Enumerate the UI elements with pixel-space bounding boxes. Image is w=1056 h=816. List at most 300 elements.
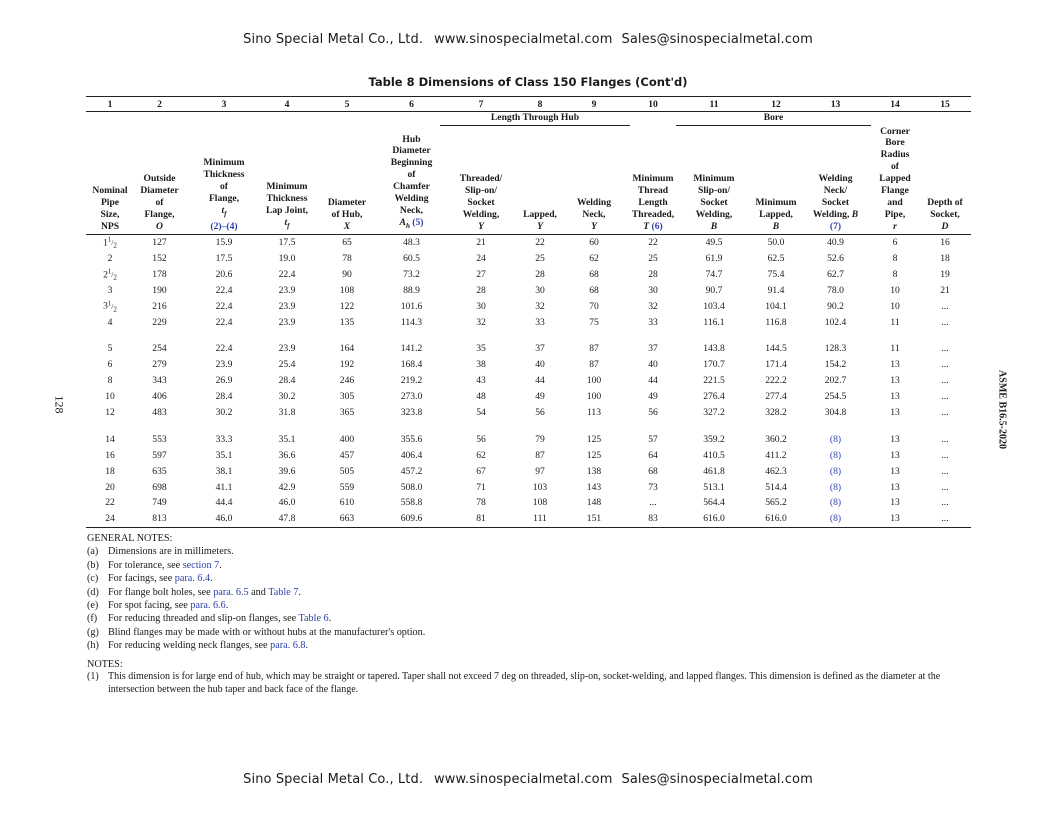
cell-col-12: 514.4 — [765, 481, 787, 493]
note-reference-link[interactable]: Table 6 — [298, 613, 329, 625]
column-header-row — [86, 126, 971, 235]
header-text: Lapped, — [523, 208, 557, 220]
note-tag: (h) — [87, 640, 99, 652]
general-notes-list — [87, 545, 977, 652]
column-number-11: 11 — [676, 97, 752, 112]
cell-col-12: 222.2 — [765, 375, 787, 387]
header-text: Depth of — [927, 196, 963, 208]
table-row — [86, 234, 971, 250]
column-header-10 — [630, 126, 676, 235]
note-text: For tolerance, see section 7. — [108, 559, 222, 571]
notes-heading: NOTES: — [87, 658, 123, 670]
cell-col-2: 229 — [152, 316, 167, 328]
cell-col-11: 410.5 — [703, 449, 725, 461]
cell-col-13: 40.9 — [827, 237, 844, 249]
cell-col-6: 508.0 — [400, 481, 423, 493]
header-text: $t_f$ — [284, 216, 290, 230]
nps-cell — [86, 314, 134, 330]
nps-cell — [86, 431, 134, 447]
cell-col-6: 101.6 — [400, 300, 423, 312]
cell-col-4: 17.5 — [278, 237, 296, 249]
cell-col-10: ... — [649, 497, 657, 509]
cell-col-9: 87 — [589, 343, 599, 355]
table-row — [86, 314, 971, 330]
column-header-9 — [558, 126, 630, 235]
cell-col-14: 8 — [892, 268, 898, 280]
cell-col-10: 32 — [648, 300, 658, 312]
notes-list — [87, 671, 977, 697]
nps-fraction: $^1/_2$ — [107, 267, 117, 282]
column-header-7 — [440, 126, 522, 235]
cell-col-11: 90.7 — [705, 284, 723, 296]
header-text: of — [155, 196, 164, 208]
cell-col-4: 42.9 — [278, 481, 296, 493]
cell-col-15: ... — [941, 391, 949, 403]
cell-col-9: 143 — [586, 481, 602, 493]
cell-col-14: 13 — [890, 391, 900, 403]
note-tag: (e) — [87, 600, 99, 612]
cell-col-2: 254 — [152, 343, 167, 355]
header-text: Pipe — [100, 196, 120, 208]
nps-cell — [86, 405, 134, 421]
cell-col-8: 111 — [522, 511, 558, 527]
standard-tag: ASME B16.5-2020 — [996, 370, 1008, 449]
cell-col-2: 597 — [152, 449, 167, 461]
cell-col-10: 22 — [648, 237, 658, 249]
cell-col-2: 216 — [152, 300, 167, 312]
cell-col-12: 50.0 — [767, 237, 785, 249]
header-text: Slip-on/ — [465, 185, 497, 197]
cell-col-11: 143.8 — [703, 343, 725, 355]
cell-col-6: 141.2 — [400, 343, 423, 355]
general-note-item — [87, 626, 977, 639]
cell-col-7: 54 — [476, 407, 486, 418]
nps-cell — [86, 357, 134, 373]
header-text: (2)–(4) — [210, 220, 238, 232]
header-text: Diameter — [140, 185, 179, 197]
cell-col-5: 559 — [339, 481, 355, 493]
header-text: Minimum — [693, 173, 735, 185]
cell-col-15: ... — [941, 300, 949, 312]
column-number-9: 9 — [558, 97, 630, 112]
cell-col-3: 23.9 — [215, 359, 233, 371]
note-tag: (d) — [87, 586, 99, 598]
cell-col-2: 698 — [152, 481, 167, 493]
cell-col-8: 37 — [535, 343, 545, 355]
header-text: Length — [638, 196, 668, 208]
cell-col-11: 103.4 — [703, 300, 725, 312]
column-header-12 — [752, 126, 800, 235]
header-text: Neck/ — [823, 185, 848, 197]
column-number-1: 1 — [86, 97, 134, 112]
cell-col-9: 125 — [586, 449, 602, 461]
header-text: Thickness — [203, 169, 245, 181]
cell-col-8: 87 — [535, 449, 545, 461]
cell-col-4: 25.4 — [278, 359, 296, 371]
cell-col-6: 48.3 — [403, 237, 420, 249]
cell-col-7: 21 — [476, 237, 486, 249]
cell-col-4: 22.4 — [278, 268, 296, 280]
cell-col-11: 170.7 — [703, 359, 725, 371]
cell-col-6: 609.6 — [383, 511, 440, 527]
column-number-row — [86, 97, 971, 112]
column-number-5: 5 — [311, 97, 383, 112]
table-row — [86, 447, 971, 463]
cell-col-9: 100 — [586, 375, 602, 387]
cell-col-6: 168.4 — [400, 359, 423, 371]
note-text: For reducing threaded and slip-on flanges, see Table 6. — [108, 613, 332, 625]
note-reference-link[interactable]: para. 6.5 — [213, 586, 249, 598]
cell-col-11: 49.5 — [705, 237, 723, 249]
cell-col-9: 68 — [589, 284, 599, 296]
cell-col-10: 30 — [648, 284, 658, 296]
header-text: Flange — [881, 185, 909, 197]
cell-col-5: 90 — [342, 268, 352, 280]
cell-col-13: 78.0 — [827, 284, 844, 296]
note-reference-link[interactable]: section 7 — [182, 559, 220, 571]
cell-col-12: 144.5 — [765, 343, 787, 355]
cell-col-7: 28 — [476, 284, 486, 296]
cell-col-5: 78 — [342, 252, 352, 264]
flange-dimensions-table — [86, 96, 971, 528]
header-text: Neck, — [399, 204, 424, 216]
nps-cell — [86, 373, 134, 389]
row-spacer — [86, 330, 971, 341]
cell-col-8: 97 — [535, 465, 545, 477]
footer-company-email[interactable]: Sales@sinospecialmetal.com — [621, 772, 813, 787]
header-text: B — [710, 220, 718, 232]
cell-col-4: 23.9 — [278, 300, 296, 312]
note-reference-link[interactable]: para. 6.8 — [270, 640, 306, 652]
cell-col-13: 304.8 — [824, 407, 847, 418]
company-website[interactable]: www.sinospecialmetal.com — [434, 32, 613, 47]
cell-col-9: 87 — [589, 359, 599, 371]
cell-col-9: 148 — [586, 497, 602, 509]
cell-col-6: 114.3 — [400, 316, 423, 328]
nps-whole: 16 — [105, 449, 115, 461]
general-note-item — [87, 545, 977, 558]
cell-col-8: 25 — [535, 252, 545, 264]
cell-col-7: 38 — [476, 359, 486, 371]
cell-col-13: (8) — [829, 449, 842, 461]
cell-col-9: 113 — [586, 407, 602, 418]
cell-col-6: 73.2 — [403, 268, 420, 280]
group-length-through-hub: Length Through Hub — [440, 112, 630, 126]
cell-col-3: 22.4 — [215, 284, 233, 296]
cell-col-5: 65 — [342, 237, 352, 249]
cell-col-2: 553 — [152, 433, 167, 445]
cell-col-13: (8) — [829, 497, 842, 509]
table-title: Table 8 Dimensions of Class 150 Flanges (Cont'd) — [368, 75, 688, 89]
cell-col-8: 40 — [535, 359, 545, 371]
cell-col-8: 44 — [535, 375, 545, 387]
group-bore: Bore — [676, 112, 871, 126]
cell-col-6: 457.2 — [400, 465, 423, 477]
cell-col-13: 90.2 — [827, 300, 844, 312]
cell-col-3: 46.0 — [185, 511, 263, 527]
row-spacer — [86, 420, 971, 431]
cell-col-13: 62.7 — [827, 268, 844, 280]
header-text: Radius — [880, 149, 910, 161]
table-row — [86, 463, 971, 479]
cell-col-15: ... — [941, 481, 949, 493]
header-text: Socket — [467, 196, 495, 208]
note-reference-link[interactable]: Table 7 — [268, 586, 299, 598]
cell-col-14: 6 — [892, 237, 898, 249]
header-text: X — [343, 220, 351, 232]
cell-col-9: 75 — [589, 316, 599, 328]
cell-col-14: 13 — [890, 433, 900, 445]
cell-col-14: 13 — [890, 375, 900, 387]
table-row — [86, 266, 971, 282]
table-row — [86, 495, 971, 511]
cell-col-12: 328.2 — [765, 407, 787, 418]
nps-cell — [86, 282, 134, 298]
cell-col-6: 355.6 — [400, 433, 423, 445]
note-tag: (c) — [87, 573, 99, 585]
note-reference-link[interactable]: para. 6.6 — [190, 600, 226, 612]
nps-whole: 3 — [107, 284, 113, 296]
cell-col-6: 273.0 — [400, 391, 423, 403]
header-text: Lap Joint, — [265, 204, 309, 216]
header-text: D — [941, 220, 949, 232]
column-number-7: 7 — [440, 97, 522, 112]
cell-col-14: 11 — [890, 316, 900, 328]
header-text: Minimum — [203, 157, 245, 169]
cell-col-5: 365 — [339, 407, 355, 418]
note-item — [87, 671, 977, 697]
cell-col-3: 38.1 — [215, 465, 233, 477]
group-header-row — [86, 112, 971, 126]
cell-col-6: 406.4 — [400, 449, 423, 461]
nps-fraction: $^1/_2$ — [107, 299, 117, 314]
cell-col-8: 30 — [535, 284, 545, 296]
table-row — [86, 479, 971, 495]
header-text: Y — [537, 220, 543, 232]
cell-col-11: 74.7 — [705, 268, 723, 280]
nps-cell — [86, 251, 134, 267]
cell-col-4: 23.9 — [278, 284, 296, 296]
cell-col-11: 513.1 — [703, 481, 725, 493]
cell-col-4: 28.4 — [278, 375, 296, 387]
cell-col-3: 33.3 — [215, 433, 233, 445]
column-header-1 — [86, 126, 134, 235]
nps-cell — [86, 298, 134, 314]
cell-col-5: 505 — [339, 465, 355, 477]
cell-col-3: 22.4 — [215, 316, 233, 328]
cell-col-14: 13 — [890, 465, 900, 477]
cell-col-12: 75.4 — [767, 268, 785, 280]
cell-col-13: 254.5 — [824, 391, 847, 403]
cell-col-14: 13 — [890, 449, 900, 461]
header-text: Welding, — [695, 208, 733, 220]
cell-col-7: 81 — [440, 511, 522, 527]
cell-col-4: 47.8 — [263, 511, 311, 527]
nps-cell — [86, 479, 134, 495]
column-header-3 — [185, 126, 263, 235]
table-row — [86, 405, 971, 421]
header-text: Slip-on/ — [698, 185, 730, 197]
cell-col-2: 813 — [134, 511, 185, 527]
cell-col-8: 49 — [535, 391, 545, 403]
note-reference-link[interactable]: para. 6.4 — [174, 573, 211, 585]
cell-col-10: 25 — [648, 252, 658, 264]
header-text: Minimum — [266, 181, 308, 193]
note-text: For facings, see para. 6.4. — [108, 573, 213, 585]
column-header-2 — [134, 126, 185, 235]
cell-col-7: 43 — [476, 375, 486, 387]
header-text: B — [851, 208, 859, 220]
header-text: O — [156, 220, 163, 232]
column-number-15: 15 — [919, 97, 971, 112]
table-row — [86, 431, 971, 447]
cell-col-10: 83 — [630, 511, 676, 527]
header-text: Flange, — [144, 208, 175, 220]
header-text: Y — [478, 220, 484, 232]
header-text: Thickness — [266, 193, 308, 205]
cell-col-2: 178 — [152, 268, 167, 280]
cell-col-13: (8) — [829, 481, 842, 493]
cell-col-13: 52.6 — [827, 252, 844, 264]
column-number-14: 14 — [871, 97, 919, 112]
cell-col-4: 31.8 — [278, 407, 296, 418]
cell-col-5: 305 — [339, 391, 355, 403]
company-name: Sino Special Metal Co., Ltd. — [243, 32, 424, 47]
column-number-2: 2 — [134, 97, 185, 112]
header-text: Thread — [637, 185, 669, 197]
header-text: Socket — [700, 196, 728, 208]
cell-col-3: 28.4 — [215, 391, 233, 403]
cell-col-3: 22.4 — [215, 300, 233, 312]
cell-col-15: ... — [941, 497, 949, 509]
cell-col-9: 60 — [589, 237, 599, 249]
cell-col-2: 279 — [152, 359, 167, 371]
header-text: Nominal — [92, 185, 128, 197]
nps-whole: 24 — [105, 513, 115, 525]
cell-col-10: 68 — [648, 465, 658, 477]
table-row — [86, 389, 971, 405]
cell-col-9: 125 — [586, 433, 602, 445]
header-text: Threaded/ — [459, 173, 503, 185]
header-text: Hub — [402, 133, 421, 145]
cell-col-13: 202.7 — [824, 375, 847, 387]
cell-col-14: 13 — [890, 497, 900, 509]
cell-col-11: 116.1 — [703, 316, 725, 328]
cell-col-11: 616.0 — [676, 511, 752, 527]
cell-col-7: 56 — [476, 433, 486, 445]
cell-col-8: 103 — [532, 481, 548, 493]
cell-col-13: 102.4 — [824, 316, 847, 328]
nps-whole: 2 — [107, 252, 113, 264]
footer-company-website[interactable]: www.sinospecialmetal.com — [434, 772, 613, 787]
company-email[interactable]: Sales@sinospecialmetal.com — [621, 32, 813, 47]
note-text: This dimension is for large end of hub, which may be straight or tapered. Taper shall not exceed 7 deg on threaded, slip-on, socket-welding, and lapped flanges. This dimension is defined as the diameter at the intersection between the hub taper and back face of the flange. — [108, 671, 941, 695]
cell-col-12: 462.3 — [765, 465, 787, 477]
cell-col-5: 457 — [339, 449, 355, 461]
cell-col-5: 164 — [339, 343, 355, 355]
nps-whole: 1 — [103, 237, 108, 249]
cell-col-7: 67 — [476, 465, 486, 477]
cell-col-4: 23.9 — [278, 343, 296, 355]
cell-col-14: 13 — [890, 481, 900, 493]
cell-col-15: ... — [941, 316, 949, 328]
cell-col-12: 116.8 — [765, 316, 787, 328]
cell-col-7: 48 — [476, 391, 486, 403]
cell-col-15: ... — [941, 375, 949, 387]
note-text: For reducing welding neck flanges, see para. 6.8. — [108, 640, 309, 652]
cell-col-11: 276.4 — [703, 391, 725, 403]
header-text: Chamfer — [393, 181, 430, 193]
note-tag: (a) — [87, 546, 99, 558]
cell-col-8: 108 — [532, 497, 548, 509]
nps-whole: 22 — [105, 497, 115, 509]
general-note-item — [87, 639, 977, 652]
cell-col-5: 400 — [339, 433, 355, 445]
nps-cell — [86, 234, 134, 250]
cell-col-4: 35.1 — [278, 433, 296, 445]
cell-col-8: 79 — [535, 433, 545, 445]
cell-col-9: 68 — [589, 268, 599, 280]
nps-cell — [86, 463, 134, 479]
cell-col-12: 91.4 — [767, 284, 785, 296]
nps-whole: 5 — [107, 343, 113, 355]
general-note-item — [87, 599, 977, 612]
header-banner — [0, 32, 1056, 47]
cell-col-10: 28 — [648, 268, 658, 280]
cell-col-6: 323.8 — [400, 407, 423, 418]
header-text: of — [407, 169, 416, 181]
header-text: of — [891, 161, 899, 173]
cell-col-6: 88.9 — [403, 284, 420, 296]
table-row — [86, 251, 971, 267]
column-header-14 — [871, 126, 919, 235]
cell-col-15: ... — [941, 465, 949, 477]
header-text: of Hub, — [331, 208, 363, 220]
cell-col-10: 44 — [648, 375, 658, 387]
cell-col-7: 71 — [476, 481, 486, 493]
cell-col-15: ... — [941, 449, 949, 461]
cell-col-8: 22 — [535, 237, 545, 249]
cell-col-15: 21 — [940, 284, 950, 296]
nps-whole: 2 — [103, 268, 108, 280]
nps-whole: 20 — [105, 481, 115, 493]
cell-col-10: 37 — [648, 343, 658, 355]
cell-col-7: 35 — [476, 343, 486, 355]
table-row — [86, 373, 971, 389]
cell-col-15: ... — [941, 433, 949, 445]
cell-col-7: 24 — [476, 252, 486, 264]
header-text: Minimum — [755, 196, 797, 208]
header-text: B — [772, 220, 780, 232]
general-note-item — [87, 586, 977, 599]
header-text: Diameter — [392, 145, 431, 157]
cell-col-14: 10 — [890, 284, 900, 296]
header-text: Size, — [100, 208, 120, 220]
table-row — [86, 341, 971, 357]
column-number-6: 6 — [383, 97, 440, 112]
cell-col-13: 154.2 — [824, 359, 847, 371]
note-tag: (f) — [87, 613, 98, 625]
note-tag: (g) — [87, 626, 99, 638]
footer-company-name: Sino Special Metal Co., Ltd. — [243, 772, 424, 787]
nps-fraction: $^1/_2$ — [107, 235, 117, 250]
header-text: $t_f$ — [221, 204, 227, 218]
cell-col-9: 70 — [589, 300, 599, 312]
cell-col-9: 138 — [586, 465, 602, 477]
cell-col-4: 39.6 — [278, 465, 296, 477]
cell-col-11: 327.2 — [703, 407, 725, 418]
nps-cell — [86, 389, 134, 405]
